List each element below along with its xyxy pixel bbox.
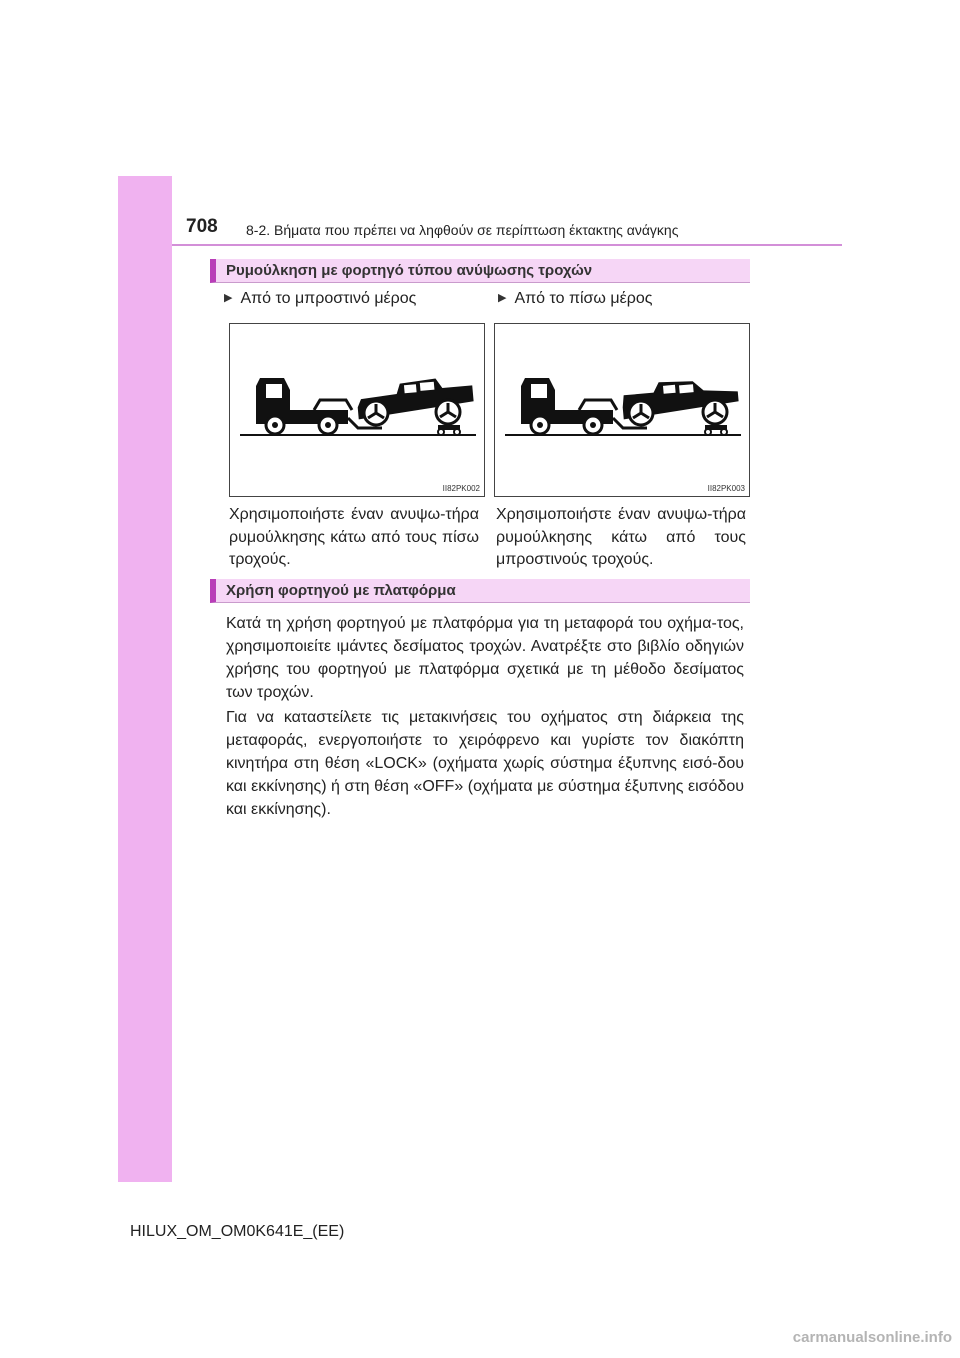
figure-tow-from-front	[229, 323, 485, 497]
page-header-title: 8-2. Βήματα που πρέπει να ληφθούν σε περίπτωση έκτακτης ανάγκης	[246, 222, 679, 238]
section-heading-text: Χρήση φορτηγού με πλατφόρμα	[226, 582, 456, 599]
footer-doc-code: HILUX_OM_OM0K641E_(EE)	[130, 1223, 345, 1240]
watermark: carmanualsonline.info	[792, 1329, 952, 1346]
triangle-bullet-icon: ▶	[498, 292, 507, 304]
figure-tow-from-rear	[494, 323, 750, 497]
page-number: 708	[186, 216, 218, 237]
header-divider	[172, 244, 842, 246]
flatbed-paragraph-1: Κατά τη χρήση φορτηγού με πλατφόρμα για τη μεταφορά του οχήμα-τος, χρησιμοποιείτε ιμάντες δεσίματος τροχών. Ανατρέξτε στο βιβλίο οδηγιών χρήσης του φορτηγού με πλατφόρμα σχετικά με τη μέθοδο δεσίματος των τροχών.	[226, 615, 744, 701]
flatbed-paragraph-2: Για να καταστείλετε τις μετακινήσεις του οχήματος στη διάρκεια της μεταφοράς, ενεργοποιήστε το χειρόφρενο και γυρίστε τον διακόπτη κινητήρα στη θέση «LOCK» (οχήματα χωρίς σύστημα έξυπνης εισό-δου και εκκίνησης) ή στη θέση «OFF» (οχήματα με σύστημα έξυπνης εισόδου και εκκίνησης).	[226, 709, 744, 818]
section-heading-flatbed	[210, 579, 750, 603]
tow-truck-rear-illustration	[495, 324, 751, 498]
bullet-label: Από το μπροστινό μέρος	[240, 290, 417, 307]
triangle-bullet-icon: ▶	[224, 292, 233, 304]
caption-from-front: Χρησιμοποιήστε έναν ανυψω-τήρα ρυμούλκησης κάτω από τους πίσω τροχούς.	[229, 506, 479, 568]
bullet-from-front	[224, 290, 416, 308]
chapter-sidebar-tab	[118, 176, 172, 1182]
figure-code: II82PK002	[442, 484, 480, 493]
tow-truck-front-illustration	[230, 324, 486, 498]
bullet-from-rear	[498, 290, 652, 308]
caption-from-rear: Χρησιμοποιήστε έναν ανυψω-τήρα ρυμούλκησης κάτω από τους μπροστινούς τροχούς.	[496, 506, 746, 568]
section-heading-wheel-lift	[210, 259, 750, 283]
section-heading-text: Ρυμούλκηση με φορτηγό τύπου ανύψωσης τροχών	[226, 262, 593, 279]
bullet-label: Από το πίσω μέρος	[514, 290, 653, 307]
figure-code: II82PK003	[707, 484, 745, 493]
